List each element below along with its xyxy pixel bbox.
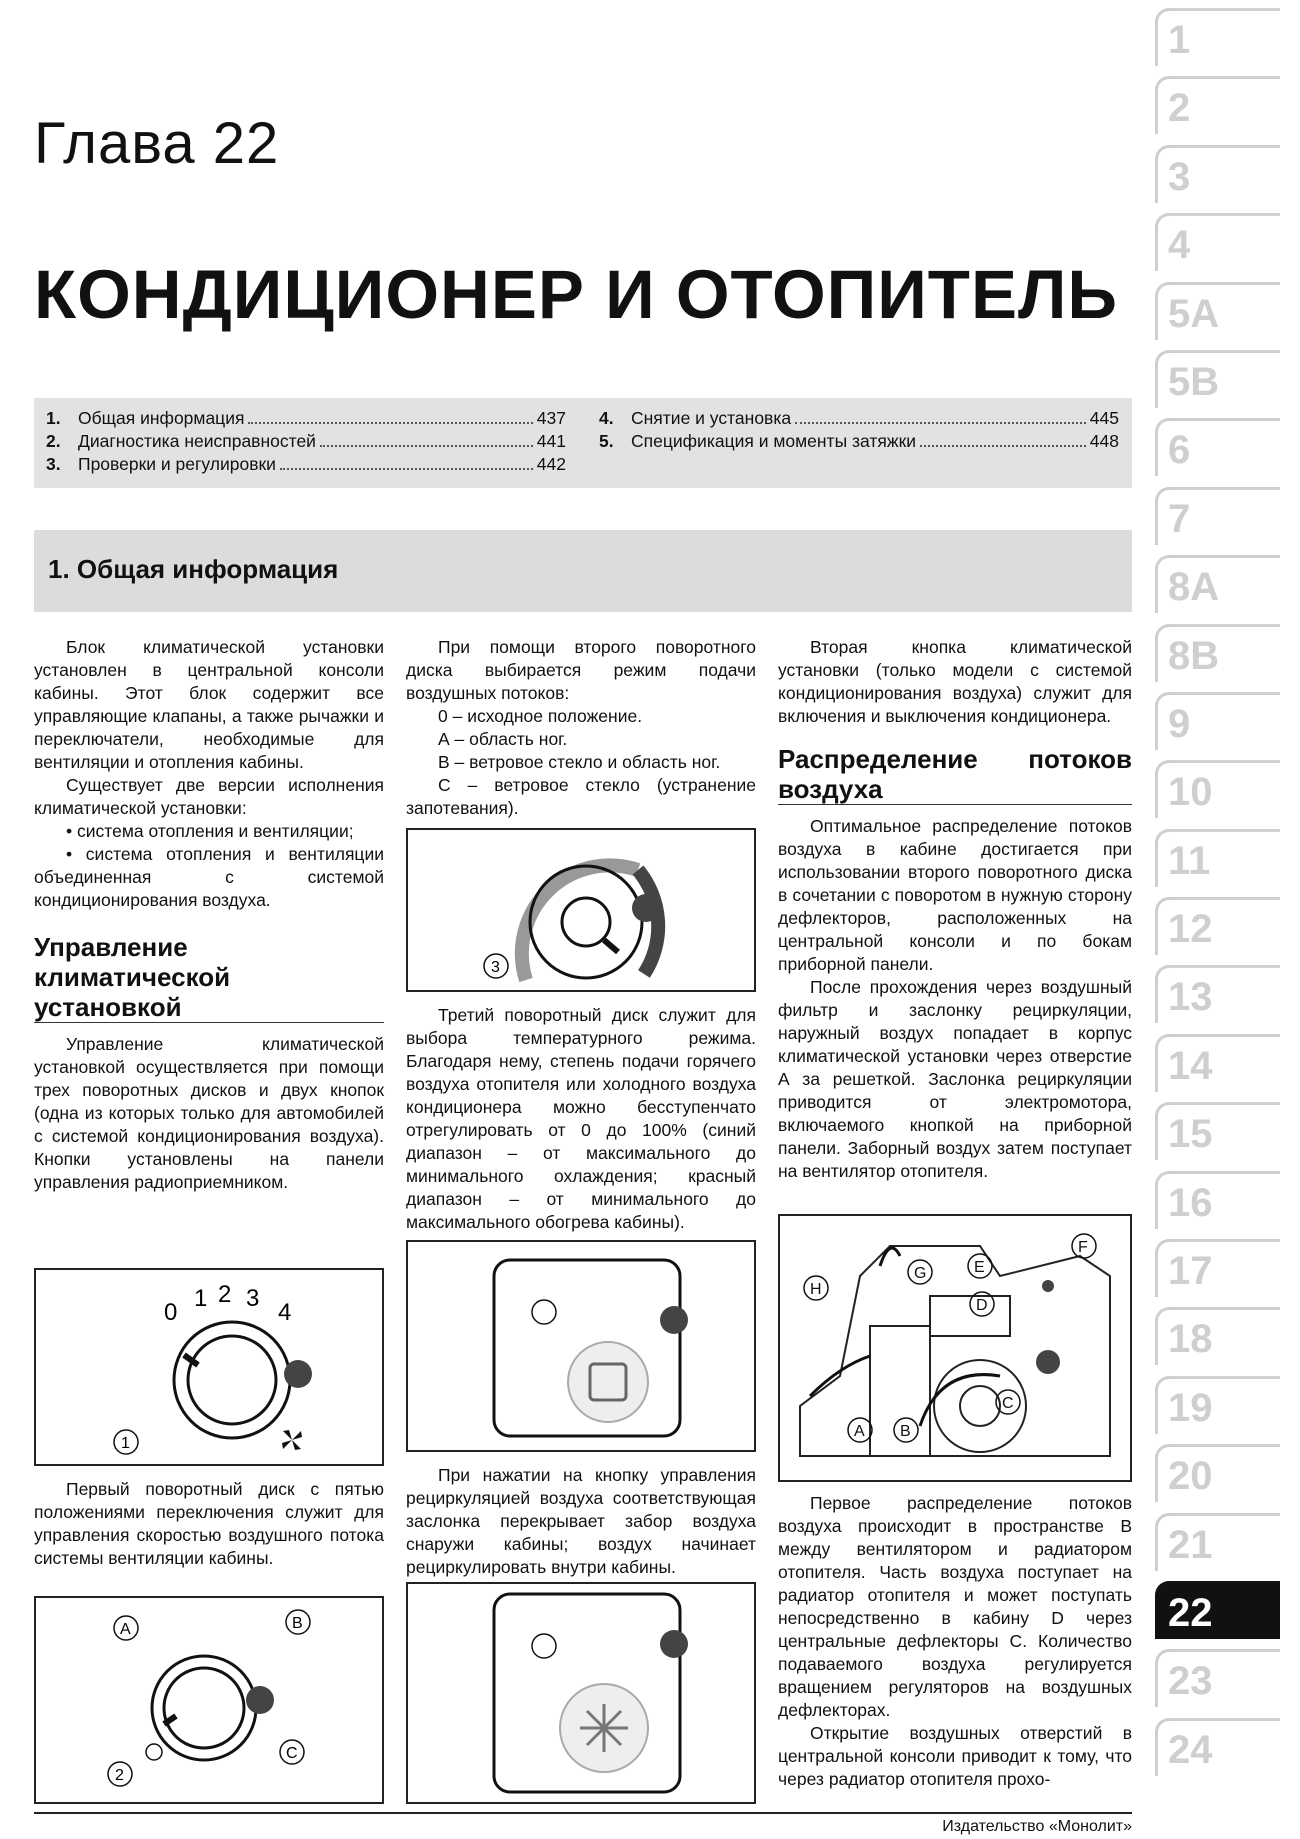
chapter-tab[interactable]: 23: [1155, 1649, 1280, 1707]
paragraph: Оптимальное распределение потоков воздуха в кабине достигается при использовании второго поворотного диска в сочетании с поворотом в нужную сторону дефлекторов, расположенных на центральной консоли и по бокам приборной панели.: [778, 816, 1132, 974]
toc-page: 445: [1089, 408, 1119, 428]
toc-page: 442: [536, 454, 566, 474]
section-header: [34, 530, 1132, 612]
chapter-tab[interactable]: 21: [1155, 1513, 1280, 1571]
callout-3: 3: [491, 959, 500, 976]
toc-item[interactable]: [599, 431, 1119, 454]
callout-2: 2: [115, 1767, 124, 1784]
toc-title: Снятие и установка: [631, 408, 792, 428]
text-column-2: [406, 636, 756, 820]
figure-fan-dial: [34, 1268, 384, 1466]
chapter-tab[interactable]: 15: [1155, 1102, 1280, 1160]
label-b: B: [900, 1423, 911, 1440]
label-f: F: [1078, 1239, 1088, 1256]
paragraph: При нажатии на кнопку управления рециркуляцией воздуха соответствующая заслонка перекрывает забор воздуха снаружи кабины; воздух начинает рециркулировать внутри кабины.: [406, 1465, 756, 1577]
figure-airflow-diagram: [778, 1214, 1132, 1482]
chapter-title: КОНДИЦИОНЕР И ОТОПИТЕЛЬ: [34, 256, 1118, 333]
list-item: 0 – исходное положение.: [438, 706, 643, 726]
chapter-tab[interactable]: 8A: [1155, 555, 1280, 613]
chapter-tab[interactable]: 4: [1155, 213, 1280, 271]
chapter-tab[interactable]: 14: [1155, 1034, 1280, 1092]
toc-item[interactable]: [46, 431, 566, 454]
chapter-tab[interactable]: 24: [1155, 1718, 1280, 1776]
paragraph: Первое распределение потоков воздуха происходит в пространстве В между вентилятором и радиатором отопителя. Часть воздуха поступает на радиатор отопителя и может поступать непосредственно в кабину D через центральные дефлекторы С. Количество подаваемого воздуха регулируется вращением регуляторов на воздушных дефлекторах.: [778, 1493, 1132, 1720]
figure-distribution-dial: [34, 1596, 384, 1804]
toc-num: 1.: [46, 408, 61, 428]
chapter-tab[interactable]: 9: [1155, 692, 1280, 750]
chapter-tab[interactable]: 5B: [1155, 350, 1280, 408]
paragraph: После прохождения через воздушный фильтр и заслонку рециркуляции, наружный воздух попадает в корпус климатической установки через отверстие А за решеткой. Заслонка рециркуляции приводится от электромотора, включаемого кнопкой на приборной панели. Заборный воздух затем поступает на вентилятор отопителя.: [778, 977, 1132, 1181]
dial-mark-1: 1: [194, 1285, 208, 1312]
bullet-item: • система отопления и вентиляции объединенная с системой кондиционирования воздуха.: [34, 844, 384, 910]
chapter-tab[interactable]: 17: [1155, 1239, 1280, 1297]
toc-title: Спецификация и моменты затяжки: [631, 431, 917, 451]
bullet-item: • система отопления и вентиляции;: [66, 821, 354, 841]
toc-title: Проверки и регулировки: [78, 454, 276, 474]
chapter-tab[interactable]: 11: [1155, 829, 1280, 887]
toc-num: 3.: [46, 454, 61, 474]
text-column-1: [34, 636, 384, 1194]
chapter-tab[interactable]: 7: [1155, 487, 1280, 545]
toc-page: 437: [536, 408, 566, 428]
dial-mark-4: 4: [278, 1299, 292, 1326]
label-h: H: [810, 1281, 822, 1298]
chapter-tab[interactable]: 1: [1155, 8, 1280, 66]
chapter-tab[interactable]: 8B: [1155, 624, 1280, 682]
chapter-tab[interactable]: 18: [1155, 1307, 1280, 1365]
label-e: E: [974, 1259, 985, 1276]
paragraph: Вторая кнопка климатической установки (только модели с системой кондиционирования воздуха) служит для включения и выключения кондиционера.: [778, 637, 1132, 726]
text-column-2b: [406, 1004, 756, 1234]
toc-item[interactable]: [46, 454, 566, 477]
footer-rule: [34, 1812, 1132, 1814]
chapter-tab[interactable]: 10: [1155, 760, 1280, 818]
label-g: G: [914, 1265, 927, 1282]
dial-mark-2: 2: [218, 1281, 232, 1308]
position-a: A: [120, 1621, 131, 1638]
toc-item[interactable]: [46, 408, 566, 431]
toc-page: 448: [1089, 431, 1119, 451]
chapter-tabs: [1155, 8, 1280, 1786]
dial-mark-0: 0: [164, 1299, 178, 1326]
toc-title: Диагностика неисправностей: [78, 431, 316, 451]
figure-ac-button: [406, 1582, 756, 1804]
table-of-contents: [34, 398, 1132, 488]
chapter-tab[interactable]: 3: [1155, 145, 1280, 203]
chapter-tab[interactable]: 20: [1155, 1444, 1280, 1502]
fan-icon: [282, 1430, 302, 1450]
toc-title: Общая информация: [78, 408, 245, 428]
paragraph: Существует две версии исполнения климатической установки:: [34, 775, 384, 818]
paragraph: Управление климатической установкой осуществляется при помощи трех поворотных дисков и двух кнопок (одна из которых только для автомобилей с системой кондиционирования воздуха). Кнопки установлены на панели управления радиоприемником.: [34, 1034, 384, 1192]
callout-1: 1: [121, 1435, 130, 1452]
label-a: A: [854, 1423, 865, 1440]
figure-temperature-dial: [406, 828, 756, 992]
paragraph: Открытие воздушных отверстий в центральной консоли приводит к тому, что через радиатор отопителя прохо-: [778, 1723, 1132, 1789]
list-item: В – ветровое стекло и область ног.: [438, 752, 721, 772]
toc-num: 2.: [46, 431, 61, 451]
publisher: Издательство «Монолит»: [942, 1818, 1132, 1835]
paragraph: Блок климатической установки установлен в центральной консоли кабины. Этот блок содержит все управляющие клапаны, а также рычажки и переключатели, необходимые для вентиляции и отопления кабины.: [34, 637, 384, 772]
subheading: Распределение потоков воздуха: [778, 744, 1132, 804]
chapter-tab[interactable]: 19: [1155, 1376, 1280, 1434]
chapter-tab[interactable]: 22: [1155, 1581, 1280, 1639]
chapter-tab[interactable]: 2: [1155, 76, 1280, 134]
position-b: B: [292, 1615, 303, 1632]
section-title: 1. Общая информация: [48, 554, 339, 584]
list-item: А – область ног.: [438, 729, 568, 749]
chapter-tab[interactable]: 16: [1155, 1171, 1280, 1229]
figure-recirculation-button: [406, 1240, 756, 1452]
text-column-3b: [778, 1492, 1132, 1791]
label-d: D: [976, 1297, 988, 1314]
chapter-tab[interactable]: 5A: [1155, 282, 1280, 340]
chapter-label: Глава 22: [34, 111, 280, 176]
paragraph: Первый поворотный диск с пятью положениями переключения служит для управления скоростью воздушного потока системы вентиляции кабины.: [34, 1479, 384, 1568]
paragraph: Третий поворотный диск служит для выбора температурного режима. Благодаря нему, степень подачи горячего воздуха отопителя или холодного воздуха кондиционера можно бесступенчато отрегулировать от 0 до 100% (синий диапазон – от максимального до минимального охлаждения; красный диапазон – от минимального до максимального обогрева кабины).: [406, 1005, 756, 1232]
chapter-tab[interactable]: 6: [1155, 418, 1280, 476]
text-column-1b: [34, 1478, 384, 1570]
snowflake-icon: [580, 1704, 628, 1752]
toc-num: 4.: [599, 408, 614, 428]
chapter-tab[interactable]: 12: [1155, 897, 1280, 955]
subheading: Управление климатической установкой: [34, 932, 384, 1023]
toc-num: 5.: [599, 431, 614, 451]
toc-item[interactable]: [599, 408, 1119, 431]
paragraph: При помощи второго поворотного диска выбирается режим подачи воздушных потоков:: [406, 637, 756, 703]
position-c: C: [286, 1745, 298, 1762]
list-item: С – ветровое стекло (устранение запотевания).: [406, 775, 756, 818]
chapter-tab[interactable]: 13: [1155, 965, 1280, 1023]
dial-mark-3: 3: [246, 1285, 260, 1312]
toc-page: 441: [536, 431, 566, 451]
text-column-2c: [406, 1464, 756, 1579]
text-column-3: [778, 636, 1132, 1183]
label-c: C: [1002, 1395, 1014, 1412]
